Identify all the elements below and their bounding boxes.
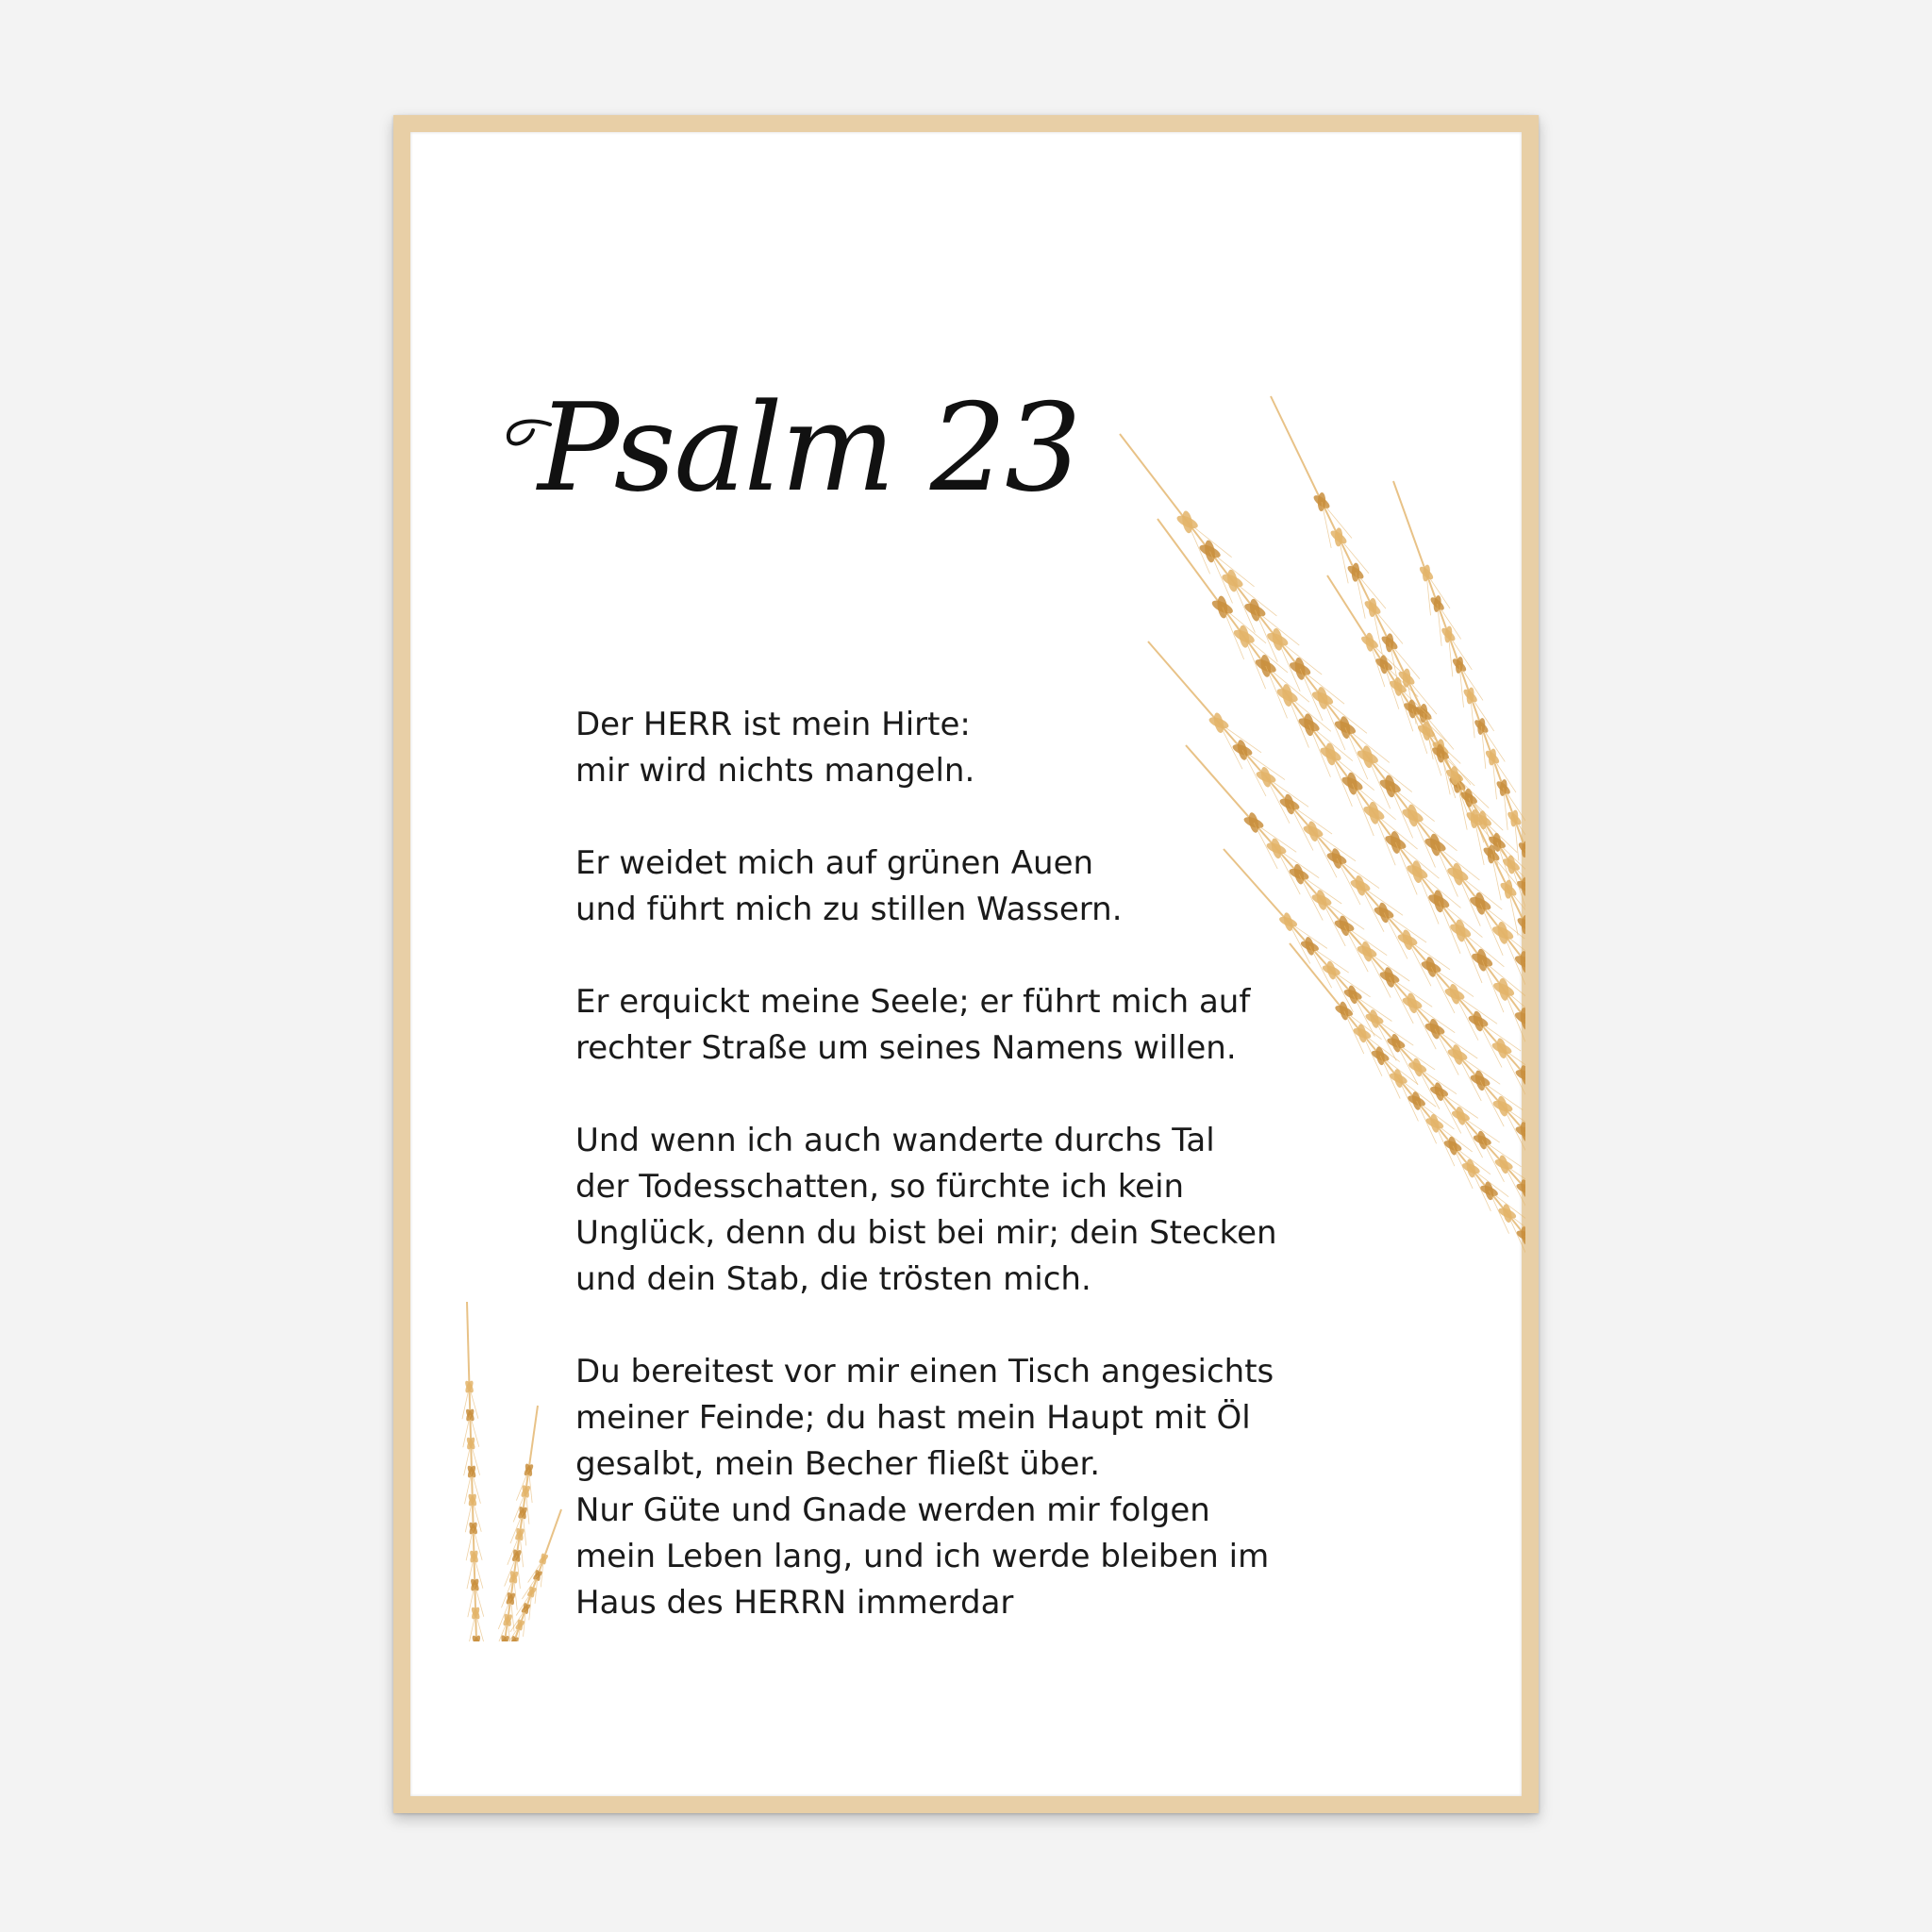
verse-line: und dein Stab, die trösten mich. [575, 1260, 1091, 1298]
verse-line: mir wird nichts mangeln. [575, 752, 975, 790]
verse-line: meiner Feinde; du hast mein Haupt mit Öl [575, 1399, 1251, 1437]
verse-line: Er weidet mich auf grünen Auen [575, 844, 1094, 882]
verse-line: mein Leben lang, und ich werde bleiben im [575, 1538, 1270, 1575]
stanza [575, 979, 1349, 1072]
poster-title: Psalm 23 [538, 378, 1080, 519]
verse-line: der Todesschatten, so fürchte ich kein [575, 1168, 1185, 1206]
wooden-frame [393, 115, 1539, 1813]
verse-line: und führt mich zu stillen Wassern. [575, 891, 1123, 928]
stanza [575, 1349, 1349, 1626]
verse-line: Du bereitest vor mir einen Tisch angesichts [575, 1353, 1274, 1391]
verse-line: Nur Güte und Gnade werden mir folgen [575, 1491, 1210, 1529]
verse-line: Und wenn ich auch wanderte durchs Tal [575, 1122, 1215, 1159]
stanza [575, 1118, 1349, 1303]
verse-line: Er erquickt meine Seele; er führt mich auf [575, 983, 1251, 1021]
verse-line: Unglück, denn du bist bei mir; dein Stecken [575, 1214, 1277, 1252]
verse-line: rechter Straße um seines Namens willen. [575, 1029, 1237, 1067]
poster-print [410, 132, 1522, 1796]
stanza [575, 702, 1349, 794]
stanza [575, 841, 1349, 933]
verse-line: Haus des HERRN immerdar [575, 1584, 1014, 1622]
psalm-text [575, 702, 1349, 1626]
verse-line: Der HERR ist mein Hirte: [575, 706, 971, 743]
verse-line: gesalbt, mein Becher fließt über. [575, 1445, 1101, 1483]
